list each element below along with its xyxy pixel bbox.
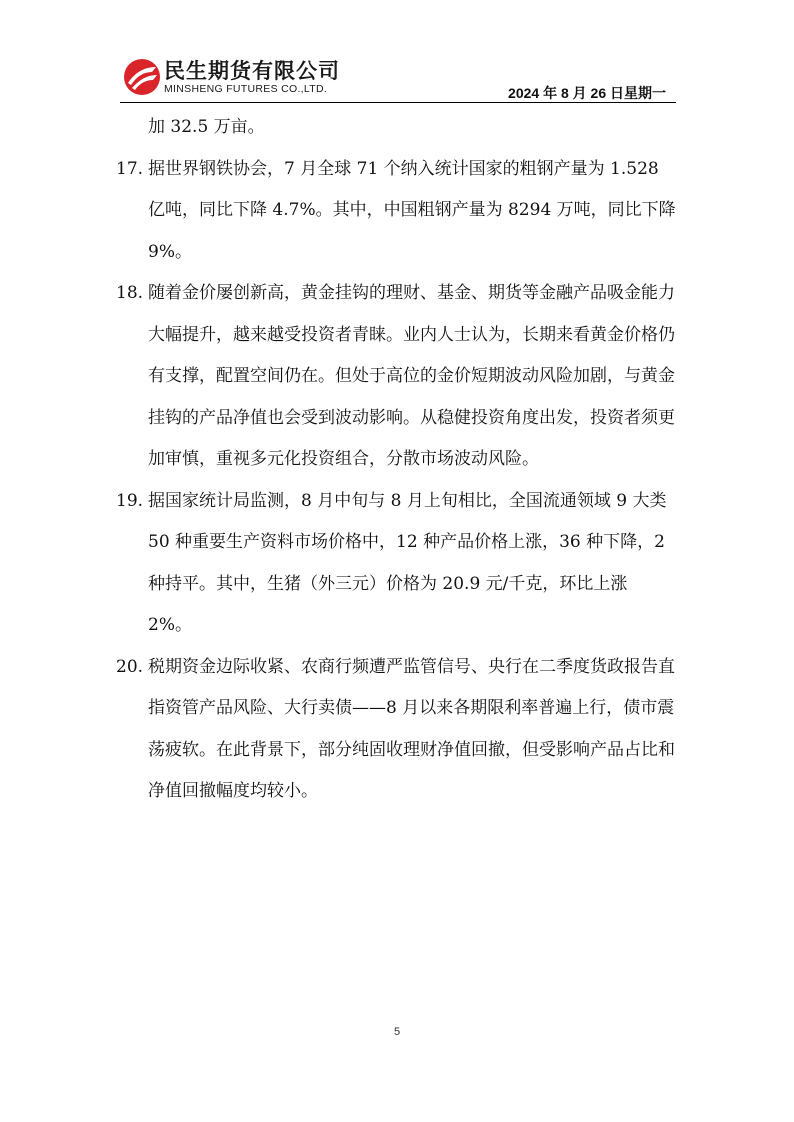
item-number: 20. xyxy=(116,656,144,677)
news-content xyxy=(116,107,676,813)
item-text: 税期资金边际收紧、农商行频遭严监管信号、央行在二季度货政报告直指资管产品风险、大行卖债——8 月以来各期限利率普遍上行，债市震荡疲软。在此背景下，部分纯固收理财净值回撤，但受影响产品占比和净值回撤幅度均较小。 xyxy=(148,656,675,801)
report-date: 2024 年 8 月 26 日星期一 xyxy=(508,85,666,101)
company-name-en: MINSHENG FUTURES CO.,LTD. xyxy=(164,83,328,95)
item-text: 据世界钢铁协会，7 月全球 71 个纳入统计国家的粗钢产量为 1.528 亿吨，同比下降 4.7%。其中，中国粗钢产量为 8294 万吨，同比下降 9%。 xyxy=(148,158,676,262)
continued-paragraph: 加 32.5 万亩。 xyxy=(148,117,265,137)
minsheng-logo-icon xyxy=(122,57,162,97)
company-name-cn: 民生期货有限公司 xyxy=(164,59,340,83)
news-item-19 xyxy=(116,481,676,647)
item-text: 随着金价屡创新高，黄金挂钩的理财、基金、期货等金融产品吸金能力大幅提升，越来越受投资者青睐。业内人士认为，长期来看黄金价格仍有支撑，配置空间仍在。但处于高位的金价短期波动风险加剧，与黄金挂钩的产品净值也会受到波动影响。从稳健投资角度出发，投资者须更加审慎，重视多元化投资组合，分散市场波动风险。 xyxy=(148,283,675,469)
news-item-17 xyxy=(116,149,676,274)
news-item-18 xyxy=(116,273,676,481)
item-number: 18. xyxy=(116,283,144,303)
header-divider xyxy=(120,102,676,103)
item-number: 17. xyxy=(116,158,144,179)
item-number: 19. xyxy=(116,490,144,511)
news-item-20 xyxy=(116,647,676,813)
page-number: 5 xyxy=(393,1026,401,1038)
page-header xyxy=(122,52,676,104)
item-text: 据国家统计局监测，8 月中旬与 8 月上旬相比，全国流通领域 9 大类 50 种重要生产资料市场价格中，12 种产品价格上涨，36 种下降，2 种持平。其中，生猪（外三元）价格为 20.9 元/千克，环比上涨 2%。 xyxy=(148,490,667,635)
